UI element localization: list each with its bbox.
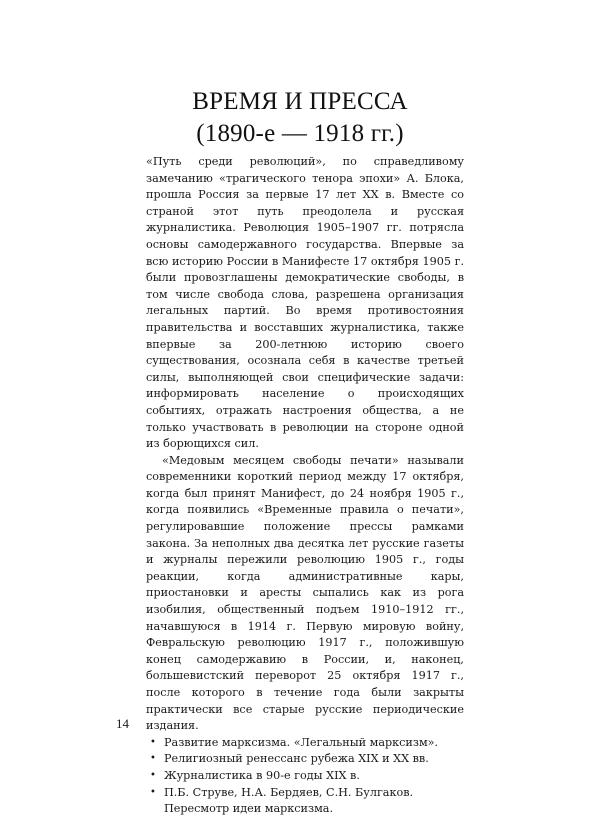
bullet-icon: •: [150, 736, 156, 748]
page-number: 14: [116, 716, 129, 731]
bullet-icon: •: [150, 753, 156, 765]
topic-list: [146, 735, 464, 818]
list-item-text: П.Б. Струве, Н.А. Бердяев, С.Н. Булгаков. Пересмотр идеи марксизма.: [164, 785, 414, 816]
paragraph-2: «Медовым месяцем свободы печати» называли современники короткий период между 17 октября, когда был принят Манифест, до 24 ноября 1905 г., когда появились «Временные правила о печати», регулировавшие положение прессы рамками закона. За неполных два десятка лет русские газеты и журналы пережили революцию 1905 г., годы реакции, когда административные кары, приостановки и аресты сыпались как из рога изобилия, общественный подъем 1910–1912 гг., начавшуюся в 1914 г. Первую мировую войну, Февральскую революцию 1917 г., положившую конец самодержавию в России, и, наконец, большевистский переворот 25 октября 1917 г., после которого в течение года были закрыты практически все старые русские периодические издания.: [146, 453, 464, 733]
bullet-icon: •: [150, 769, 156, 781]
list-item-text: Развитие марксизма. «Легальный марксизм».: [164, 735, 439, 749]
paragraph-1: «Путь среди революций», по справедливому замечанию «трагического тенора эпохи» А. Блока, прошла Россия за первые 17 лет XX в. Вместе со страной этот путь преодолела и русская журналистика. Революция 1905–1907 гг. потрясла основы самодержавного государства. Впервые за всю историю России в Манифесте 17 октября 1905 г. были провозглашены демократические свободы, в том числе свобода слова, разрешена организация легальных партий. Во время противостояния правительства и восставших журналистика, также впервые за 200-летнюю историю своего существования, осознала себя в качестве третьей силы, выполняющей свои специфические задачи: информировать население о происходящих событиях, отражать настроения общества, а не только участвовать в революции на стороне одной из борющихся сил.: [146, 155, 464, 451]
chapter-title-main: ВРЕМЯ И ПРЕССА: [192, 88, 408, 115]
chapter-title: [0, 86, 600, 150]
list-item-text: Религиозный ренессанс рубежа XIX и XX вв.: [164, 752, 429, 766]
list-item-text: Журналистика в 90-е годы XIX в.: [164, 768, 360, 782]
list-item: [146, 751, 464, 768]
chapter-title-period: (1890-е — 1918 гг.): [196, 120, 404, 147]
list-item: [146, 785, 464, 818]
list-item: [146, 768, 464, 785]
list-item: [146, 735, 464, 752]
body-text: [146, 154, 464, 818]
bullet-icon: •: [150, 786, 156, 798]
